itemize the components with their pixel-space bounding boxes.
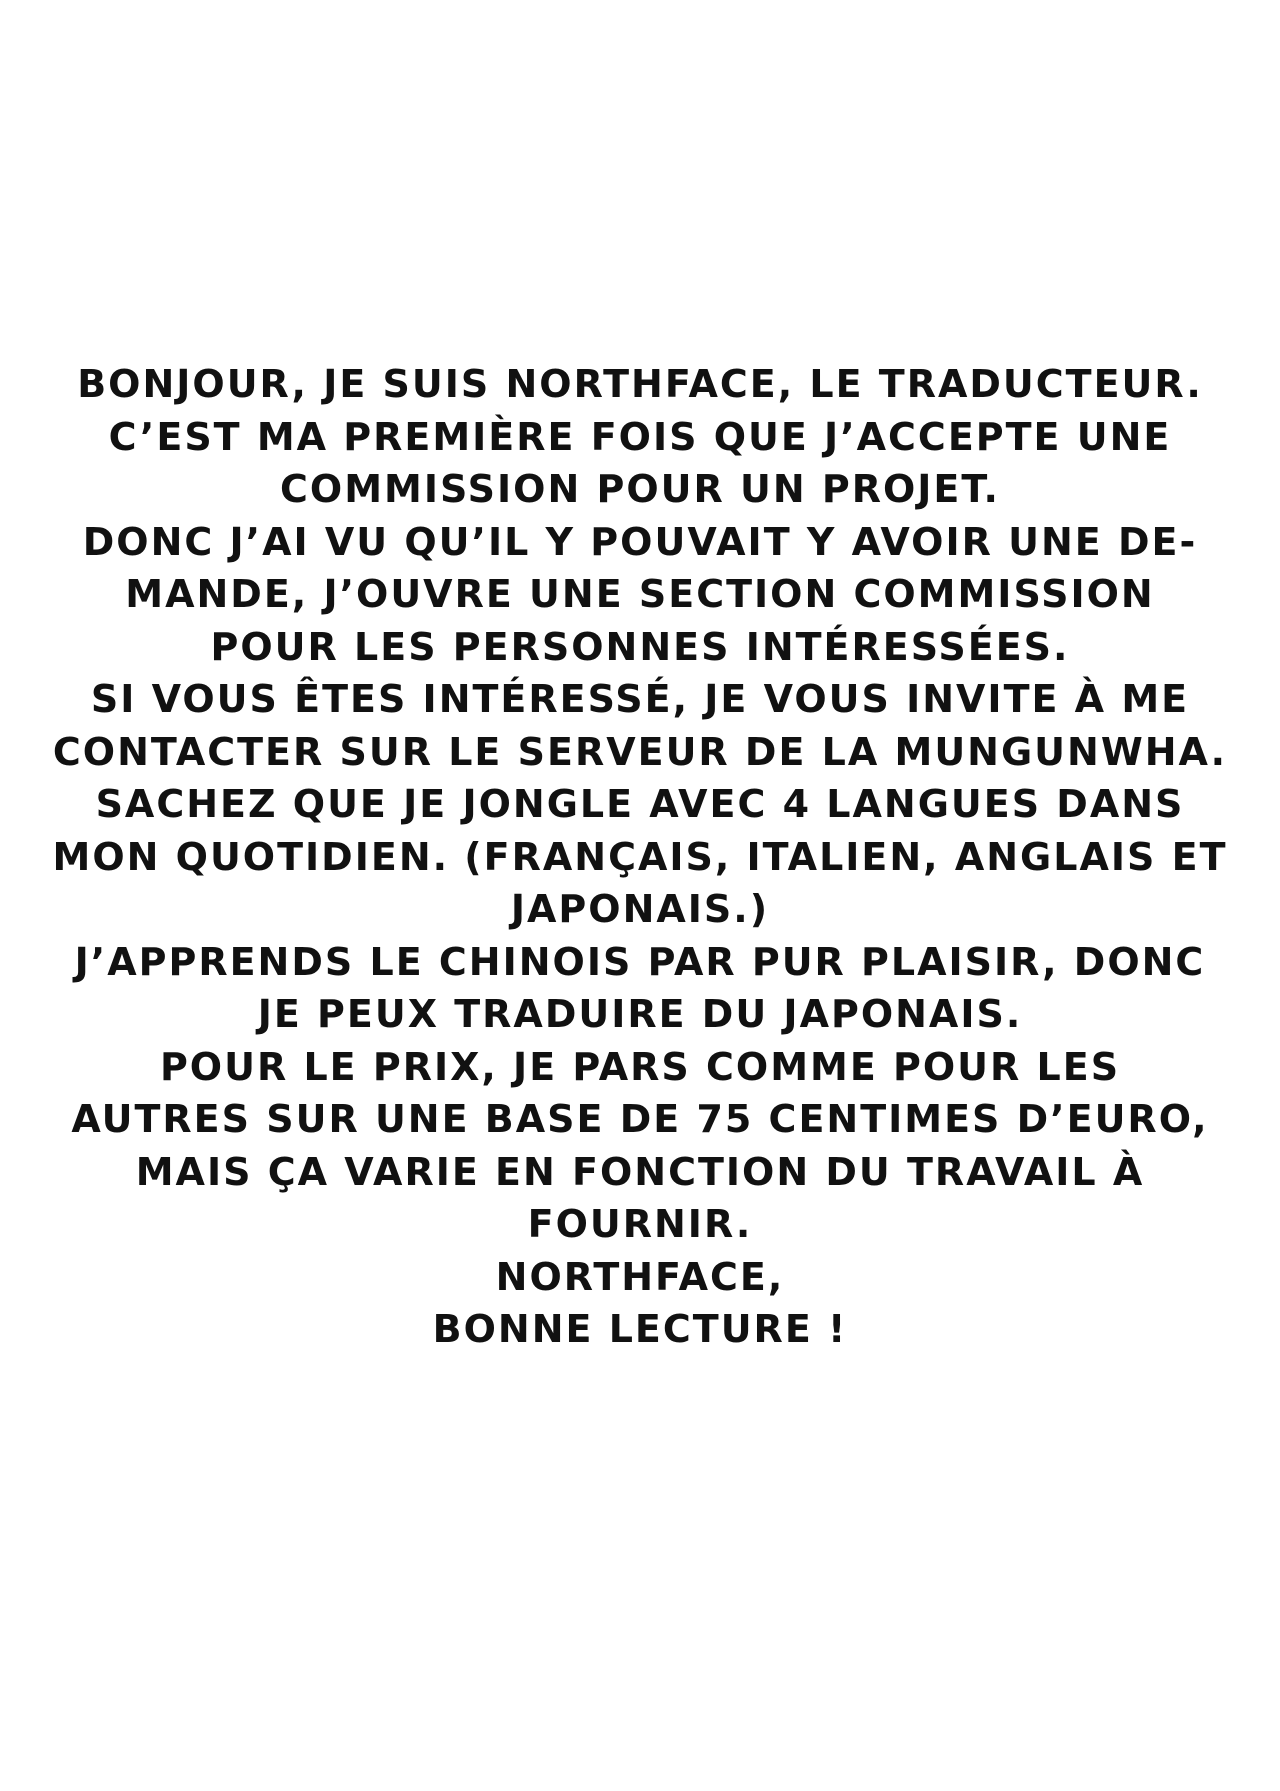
note-line: JAPONAIS.) (510, 887, 770, 931)
closing-line: BONNE LECTURE ! (432, 1307, 848, 1351)
note-line: CONTACTER SUR LE SERVEUR DE LA MUNGUNWHA. (52, 729, 1228, 774)
note-line: SI VOUS ÊTES INTÉRESSÉ, JE VOUS INVITE À ME (90, 677, 1190, 721)
note-line: POUR LES PERSONNES INTÉRESSÉES. (210, 624, 1070, 669)
note-line: POUR LE PRIX, JE PARS COMME POUR LES (159, 1044, 1121, 1089)
note-line: J’APPRENDS LE CHINOIS PAR PUR PLAISIR, DONC (74, 939, 1206, 984)
note-line: COMMISSION POUR UN PROJET. (280, 467, 1000, 511)
note-line: DONC J’AI VU QU’IL Y POUVAIT Y AVOIR UNE DE- (82, 519, 1198, 564)
note-line: MAIS ÇA VARIE EN FONCTION DU TRAVAIL À (135, 1149, 1145, 1194)
note-line: MANDE, J’OUVRE UNE SECTION COMMISSION (125, 572, 1155, 616)
note-line: MON QUOTIDIEN. (FRANÇAIS, ITALIEN, ANGLAIS ET (52, 834, 1228, 879)
note-line: JE PEUX TRADUIRE DU JAPONAIS. (257, 992, 1023, 1036)
note-line: AUTRES SUR UNE BASE DE 75 CENTIMES D’EURO, (71, 1097, 1209, 1141)
note-line: SACHEZ QUE JE JONGLE AVEC 4 LANGUES DANS (95, 782, 1185, 826)
translator-note (0, 358, 1280, 1356)
note-line: FOURNIR. (527, 1202, 753, 1246)
note-line: BONJOUR, JE SUIS NORTHFACE, LE TRADUCTEUR. (77, 362, 1203, 406)
note-line: C’EST MA PREMIÈRE FOIS QUE J’ACCEPTE UNE (108, 414, 1172, 459)
signature-line: NORTHFACE, (495, 1254, 785, 1299)
